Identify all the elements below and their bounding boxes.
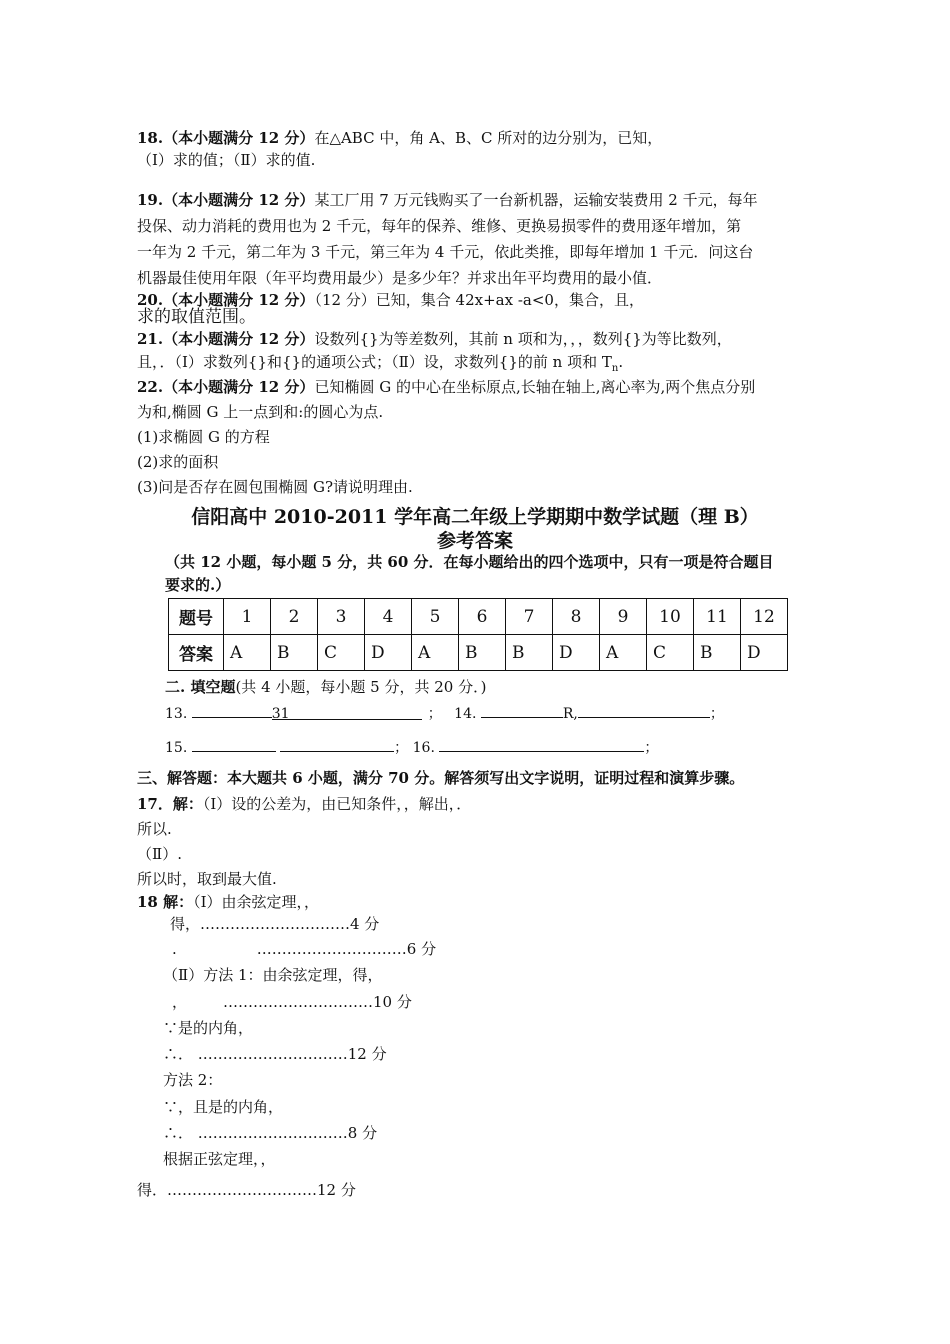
s18-line1 xyxy=(137,892,319,912)
s18-line3 xyxy=(172,939,436,959)
q20-text: （12 分）已知，集合 42x+ax -a<0，集合，且， xyxy=(314,291,644,309)
fill-heading xyxy=(165,677,486,697)
q22-line1 xyxy=(137,377,755,397)
table-cell: C xyxy=(647,635,694,671)
s18-line5 xyxy=(172,992,412,1012)
q19-line3: 一年为 2 千元，第二年为 3 千元，第三年为 4 千元，依此类推，即每年增加 1 千元．问这台 xyxy=(137,243,754,261)
table-header-answer: 答案 xyxy=(169,635,224,671)
q14-semicolon: ； xyxy=(709,706,724,722)
q18-tag: （本小题满分 12 分） xyxy=(163,129,315,147)
s17-head: 17．解： xyxy=(137,795,203,813)
q19-text: 某工厂用 7 万元钱购买了一台新机器，运输安装费用 2 千元，每年 xyxy=(314,191,758,209)
s17-line2: 所以. xyxy=(137,820,172,838)
s18-head: 18 解： xyxy=(137,893,194,911)
q21-line2-text: 且，．（Ⅰ）求数列{}和{}的通项公式；（Ⅱ）设，求数列{}的前 n 项和 T xyxy=(137,353,612,371)
q19-line1 xyxy=(137,190,758,210)
q15-blank-a xyxy=(192,736,276,752)
s18-line9: ∵，且是的内角， xyxy=(163,1098,284,1116)
q20-tag: （本小题满分 12 分） xyxy=(163,291,315,309)
q21-text: 设数列{}为等差数列，其前 n 项和为，，，数列{}为等比数列， xyxy=(314,330,732,348)
q16-blank xyxy=(439,736,644,752)
table-cell: B xyxy=(459,635,506,671)
mc-note-line1: （共 12 小题，每小题 5 分，共 60 分．在每小题给出的四个选项中，只有一项是符合题目 xyxy=(165,553,774,571)
table-cell: A xyxy=(224,635,271,671)
q21-line2-end: . xyxy=(618,353,624,371)
q20-num: 20. xyxy=(137,291,164,309)
q20-line2: 求的取值范围。 xyxy=(137,307,256,327)
s18-line3-score: …………………………6 分 xyxy=(256,940,437,958)
q22-num: 22. xyxy=(137,378,164,396)
table-cell: C xyxy=(318,635,365,671)
q16-label: 16. xyxy=(412,740,435,756)
mc-note-line2: 要求的.） xyxy=(165,576,231,594)
q21-num: 21. xyxy=(137,330,164,348)
fill-row-1 xyxy=(165,702,724,724)
table-cell: D xyxy=(365,635,412,671)
s18-line8: 方法 2： xyxy=(163,1071,223,1089)
q22-line2: 为和,椭圆 G 上一点到和:的圆心为点. xyxy=(137,403,384,421)
q18-line1 xyxy=(137,128,662,148)
q18-line2: （Ⅰ）求的值；（Ⅱ）求的值. xyxy=(137,151,316,169)
q14-blank-a xyxy=(481,702,563,718)
table-cell: 12 xyxy=(741,599,788,635)
table-row-answers xyxy=(169,635,788,671)
q22-text: 已知椭圆 G 的中心在坐标原点,长轴在轴上,离心率为,两个焦点分别 xyxy=(314,378,756,396)
s18-text: （Ⅰ）由余弦定理，， xyxy=(193,893,320,911)
q13-label: 13. xyxy=(165,706,188,722)
s18-line12: 得．…………………………12 分 xyxy=(137,1181,356,1199)
q14-answer: R, xyxy=(562,706,578,722)
fill-title: 二. 填空题 xyxy=(165,678,236,696)
s18-line10: ∴． …………………………8 分 xyxy=(163,1124,378,1142)
q19-line2: 投保、动力消耗的费用也为 2 千元，每年的保养、维修、更换易损零件的费用逐年增加，第 xyxy=(137,217,742,235)
s17-line4: 所以时，取到最大值. xyxy=(137,870,277,888)
fill-note: (共 4 小题，每小题 5 分，共 20 分．) xyxy=(235,678,487,696)
q21-tag: （本小题满分 12 分） xyxy=(163,330,315,348)
table-cell: 10 xyxy=(647,599,694,635)
table-header-number: 题号 xyxy=(169,599,224,635)
table-cell: B xyxy=(271,635,318,671)
table-cell: D xyxy=(553,635,600,671)
table-cell: 5 xyxy=(412,599,459,635)
q22-part3: (3)问是否存在圆包围椭圆 G?请说明理由. xyxy=(137,478,413,496)
q13-blank-a xyxy=(192,702,272,718)
s18-line5-score: …………………………10 分 xyxy=(223,993,412,1011)
s18-line7: ∴． …………………………12 分 xyxy=(163,1045,387,1063)
q22-part1: (1)求椭圆 G 的方程 xyxy=(137,428,270,446)
section3-heading: 三、解答题：本大题共 6 小题，满分 70 分。解答须写出文字说明，证明过程和演算步骤。 xyxy=(137,769,745,787)
table-row-numbers xyxy=(169,599,788,635)
answer-title: 信阳高中 2010-2011 学年高二年级上学期期中数学试题（理 B） xyxy=(191,506,759,528)
table-cell: B xyxy=(506,635,553,671)
q22-tag: （本小题满分 12 分） xyxy=(163,378,315,396)
table-cell: 9 xyxy=(600,599,647,635)
q22-part2: (2)求的面积 xyxy=(137,453,219,471)
table-cell: A xyxy=(412,635,459,671)
table-cell: 4 xyxy=(365,599,412,635)
q14-label: 14. xyxy=(454,706,477,722)
q15-semicolon: ； xyxy=(394,740,409,756)
s18-line6: ∵是的内角， xyxy=(163,1019,254,1037)
answer-subtitle: 参考答案 xyxy=(436,530,513,552)
q21-line2 xyxy=(137,352,623,379)
s18-line5-comma: ， xyxy=(172,993,188,1011)
q16-semicolon: ； xyxy=(644,740,659,756)
q18-num: 18. xyxy=(137,129,164,147)
s18-line11: 根据正弦定理，， xyxy=(163,1150,276,1168)
table-cell: 7 xyxy=(506,599,553,635)
q19-num: 19. xyxy=(137,191,164,209)
table-cell: 1 xyxy=(224,599,271,635)
q18-text: 在△ABC 中，角 A、B、C 所对的边分别为，已知， xyxy=(314,129,663,147)
q13-semicolon: ； xyxy=(427,706,442,722)
table-cell: 8 xyxy=(553,599,600,635)
s18-line3-dot: . xyxy=(172,940,177,958)
s17-text: （Ⅰ）设的公差为，由已知条件，，解出，． xyxy=(202,795,472,813)
q19-line4: 机器最佳使用年限（年平均费用最少）是多少年？并求出年平均费用的最小值． xyxy=(137,269,663,287)
q13-answer: 31 xyxy=(272,704,422,720)
s18-line4: （Ⅱ）方法 1：由余弦定理，得， xyxy=(163,966,383,984)
s18-line2: 得，…………………………4 分 xyxy=(170,915,380,933)
table-cell: D xyxy=(741,635,788,671)
table-cell: B xyxy=(694,635,741,671)
q15-blank-b xyxy=(280,736,394,752)
q21-line1 xyxy=(137,329,732,349)
table-cell: 2 xyxy=(271,599,318,635)
s17-line3: （Ⅱ）. xyxy=(137,845,182,863)
q15-label: 15. xyxy=(165,740,188,756)
s17-line1 xyxy=(137,794,471,814)
q21-sub: n xyxy=(611,363,619,374)
answer-table xyxy=(168,598,788,671)
table-cell: 3 xyxy=(318,599,365,635)
q19-tag: （本小题满分 12 分） xyxy=(163,191,315,209)
table-cell: A xyxy=(600,635,647,671)
table-cell: 6 xyxy=(459,599,506,635)
table-cell: 11 xyxy=(694,599,741,635)
q14-blank-b xyxy=(578,702,710,718)
fill-row-2 xyxy=(165,736,658,758)
